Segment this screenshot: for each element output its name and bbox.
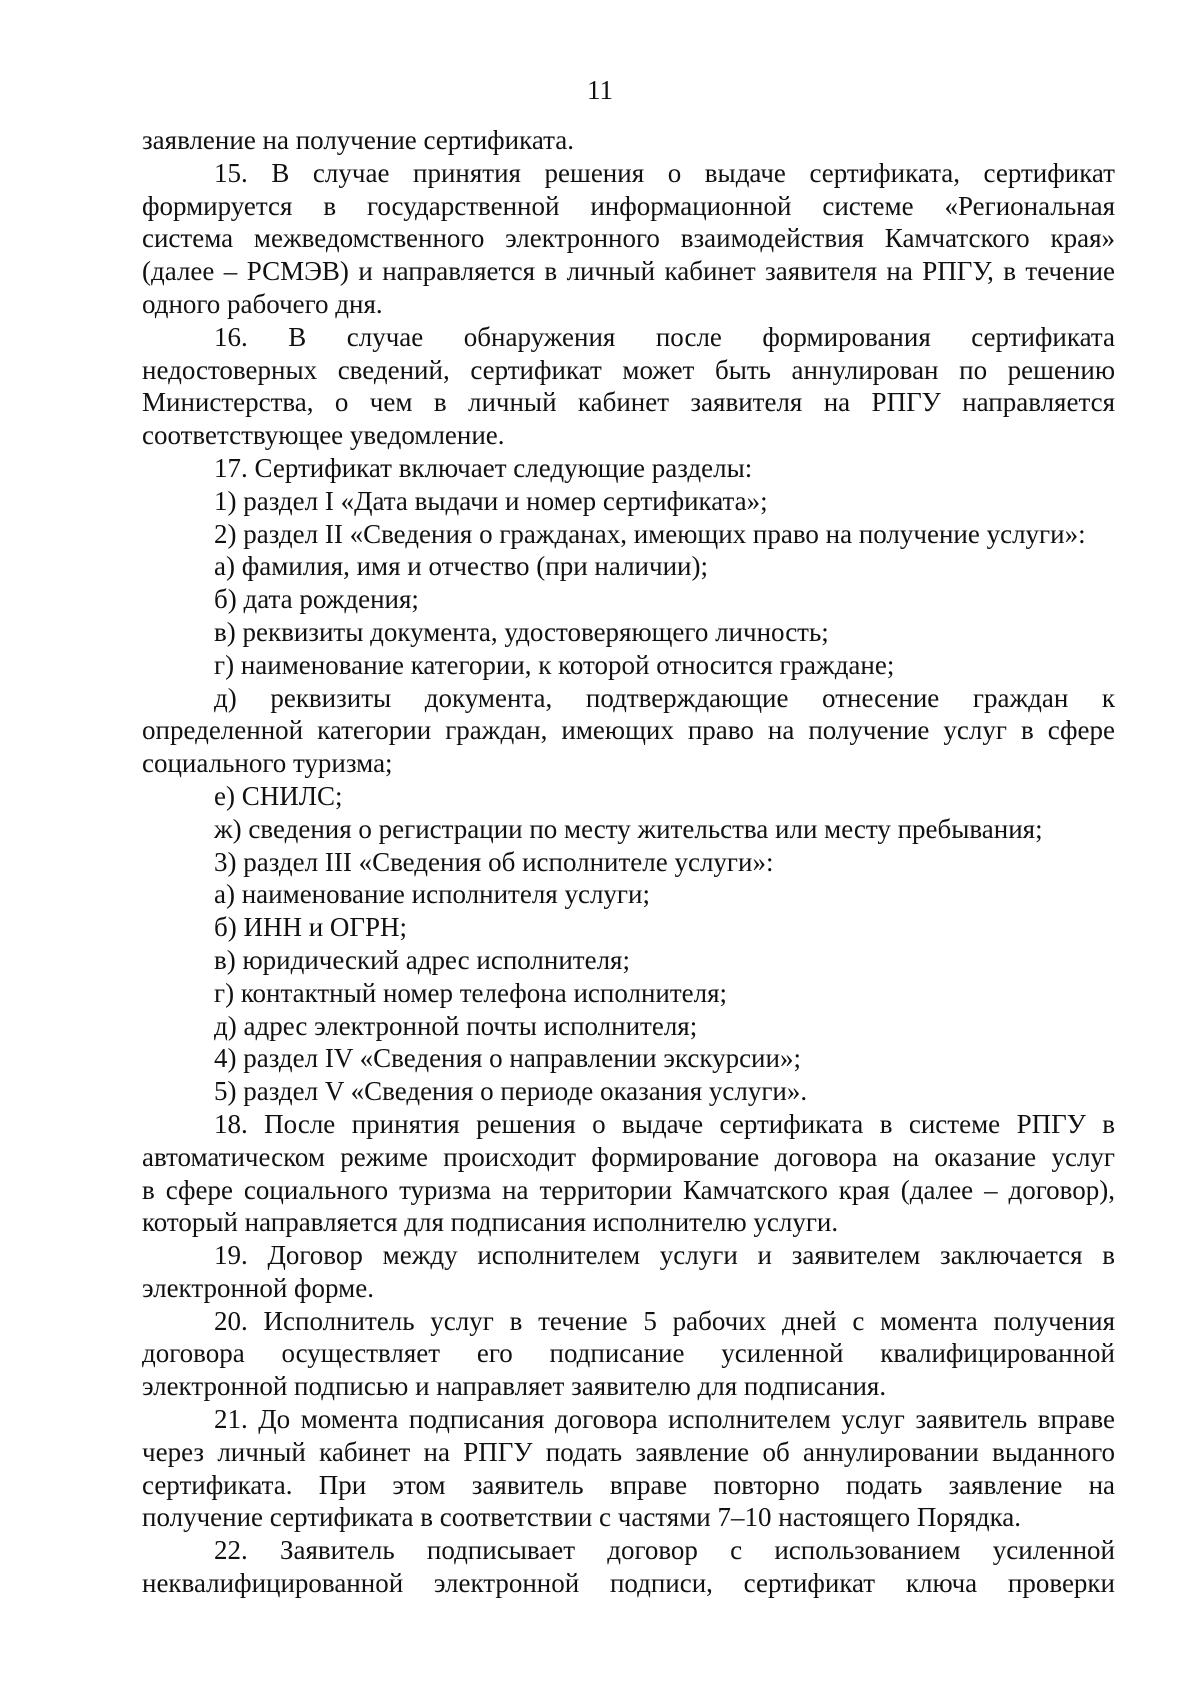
text-line: 18. После принятия решения о выдаче сертификата в системе РПГУ в — [214, 1108, 1115, 1139]
text-line: г) наименование категории, к которой относится граждане; — [214, 649, 895, 680]
text-line: электронной форме. — [142, 1272, 374, 1303]
text-line: в сфере социального туризма на территории Камчатского края (далее – договор), — [142, 1174, 1115, 1205]
text-line: одного рабочего дня. — [142, 288, 383, 319]
text-line: Министерства, о чем в личный кабинет заявителя на РПГУ направляется — [142, 387, 1115, 418]
text-line: в) реквизиты документа, удостоверяющего личность; — [214, 616, 829, 647]
text-line: б) дата рождения; — [214, 584, 419, 615]
text-line: 5) раздел V «Сведения о периоде оказания услуги». — [214, 1076, 808, 1107]
text-line: б) ИНН и ОГРН; — [214, 912, 408, 943]
text-line: ж) сведения о регистрации по месту жительства или месту пребывания; — [214, 813, 1043, 844]
text-line: 1) раздел I «Дата выдачи и номер сертификата»; — [214, 485, 768, 516]
text-line: 15. В случае принятия решения о выдаче сертификата, сертификат — [214, 157, 1115, 188]
text-line: неквалифицированной электронной подписи, сертификат ключа проверки — [142, 1568, 1115, 1599]
text-line: система межведомственного электронного взаимодействия Камчатского края» — [142, 223, 1115, 254]
text-line: в) юридический адрес исполнителя; — [214, 944, 630, 975]
text-line: 16. В случае обнаружения после формирования сертификата — [214, 321, 1115, 352]
text-line: а) фамилия, имя и отчество (при наличии); — [214, 551, 708, 582]
text-line: 17. Сертификат включает следующие разделы: — [214, 452, 753, 483]
text-line: а) наименование исполнителя услуги; — [214, 879, 650, 910]
text-line: который направляется для подписания исполнителю услуги. — [142, 1207, 839, 1238]
text-line: д) адрес электронной почты исполнителя; — [214, 1010, 698, 1041]
text-line: (далее – РСМЭВ) и направляется в личный кабинет заявителя на РПГУ, в течение — [142, 256, 1115, 287]
text-line: сертификата. При этом заявитель вправе повторно подать заявление на — [142, 1469, 1115, 1500]
text-line: 4) раздел IV «Сведения о направлении экскурсии»; — [214, 1043, 801, 1074]
text-line: 22. Заявитель подписывает договор с использованием усиленной — [214, 1535, 1115, 1566]
document-body — [142, 124, 1115, 1600]
text-line: соответствующее уведомление. — [142, 420, 505, 451]
text-line: 3) раздел III «Сведения об исполнителе услуги»: — [214, 846, 774, 877]
text-line: формируется в государственной информационной системе «Региональная — [142, 190, 1115, 221]
text-line: 21. До момента подписания договора исполнителем услуг заявитель вправе — [214, 1404, 1115, 1435]
text-line: автоматическом режиме происходит формирование договора на оказание услуг — [142, 1141, 1115, 1172]
text-line: электронной подписью и направляет заявителю для подписания. — [142, 1371, 887, 1402]
text-line: г) контактный номер телефона исполнителя; — [214, 977, 728, 1008]
page-number: 11 — [587, 75, 613, 105]
text-line: е) СНИЛС; — [214, 780, 343, 811]
text-line: договора осуществляет его подписание усиленной квалифицированной — [142, 1338, 1115, 1369]
text-line: д) реквизиты документа, подтверждающие отнесение граждан к — [214, 682, 1115, 713]
text-line: социального туризма; — [142, 748, 393, 779]
text-line: определенной категории граждан, имеющих право на получение услуг в сфере — [142, 715, 1115, 746]
text-line: через личный кабинет на РПГУ подать заявление об аннулировании выданного — [142, 1436, 1115, 1467]
text-line: получение сертификата в соответствии с частями 7–10 настоящего Порядка. — [142, 1502, 1022, 1533]
text-line: 19. Договор между исполнителем услуги и заявителем заключается в — [214, 1240, 1115, 1271]
text-line: 2) раздел II «Сведения о гражданах, имеющих право на получение услуги»: — [214, 518, 1086, 549]
text-line: 20. Исполнитель услуг в течение 5 рабочих дней с момента получения — [214, 1305, 1115, 1336]
text-line: заявление на получение сертификата. — [142, 125, 574, 155]
text-line: недостоверных сведений, сертификат может быть аннулирован по решению — [142, 354, 1115, 385]
